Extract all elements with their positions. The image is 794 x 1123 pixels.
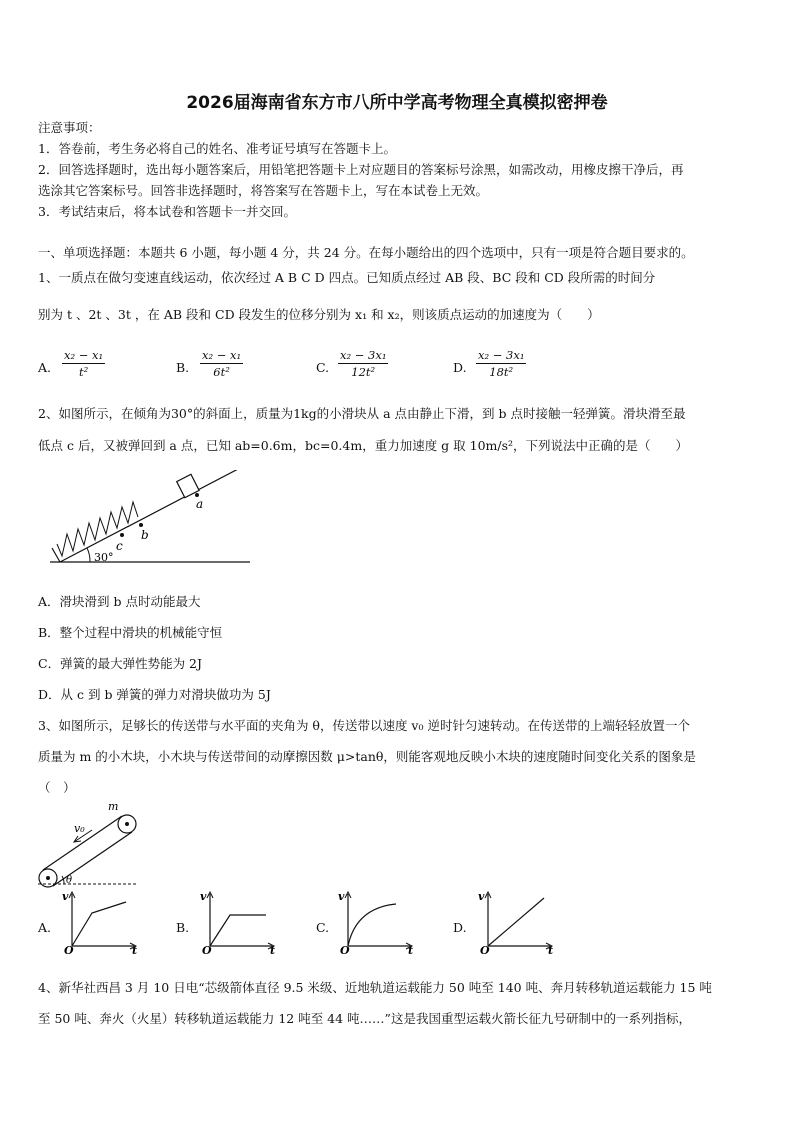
- x-label: t: [548, 944, 554, 954]
- q3-text-line2: 质量为 m 的小木块，小木块与传送带间的动摩擦因数 μ>tanθ，则能客观地反映小木块的速度随时间变化关系的图象是: [38, 749, 696, 764]
- q3-text-line3: （ ）: [38, 780, 76, 795]
- angle-arc: [87, 548, 90, 562]
- notice-item-3: 3．考试结束后，将本试卷和答题卡一并交回。: [38, 204, 296, 219]
- q2-incline-figure: [40, 470, 270, 570]
- q1-text-line2: 别为 t 、2t 、3t ，在 AB 段和 CD 段发生的位移分别为 x₁ 和 x₂，则该质点运动的加速度为（ ）: [38, 307, 600, 322]
- q3-option-b-label[interactable]: B.: [176, 920, 190, 935]
- q3-option-a-graph: [62, 888, 142, 954]
- q4-text-line1: 4、新华社西昌 3 月 10 日电“芯级箭体直径 9.5 米级、近地轨道运载能力 50 吨至 140 吨、奔月转移轨道运载能力 15 吨: [38, 980, 712, 995]
- q2-text-line1: 2、如图所示，在倾角为30°的斜面上，质量为1kg的小滑块从 a 点由静止下滑，到 b 点时接触一轻弹簧。滑块滑至最: [38, 406, 686, 421]
- q2-option-a[interactable]: A．滑块滑到 b 点时动能最大: [38, 594, 201, 609]
- x-label: t: [270, 944, 276, 954]
- v0-label: v₀: [74, 822, 85, 835]
- q1-option-c-den: 12t²: [351, 365, 376, 379]
- curve: [488, 898, 544, 946]
- q1-option-c-fraction: [338, 348, 388, 379]
- q4-text-line2: 至 50 吨、奔火（火星）转移轨道运载能力 12 吨至 44 吨……”这是我国重型运载火箭长征九号研制中的一系列指标，: [38, 1011, 691, 1026]
- q1-option-c-label[interactable]: C.: [316, 360, 330, 375]
- q2-text-line2: 低点 c 后，又被弹回到 a 点，已知 ab=0.6m，bc=0.4m，重力加速度 g 取 10m/s²，下列说法中正确的是（ ）: [38, 438, 689, 453]
- section-heading: 一、单项选择题：本题共 6 小题，每小题 4 分，共 24 分。在每小题给出的四个选项中，只有一项是符合题目要求的。: [38, 245, 694, 260]
- notice-item-2: 2．回答选择题时，选出每小题答案后，用铅笔把答题卡上对应题目的答案标号涂黑，如需改动，用橡皮擦干净后，再: [38, 162, 684, 177]
- label-c: c: [116, 539, 123, 553]
- page-title: 2026届海南省东方市八所中学高考物理全真模拟密押卷: [186, 93, 608, 113]
- v0-arrowhead: [74, 836, 81, 842]
- y-label: v: [478, 890, 485, 903]
- x-label: t: [408, 944, 414, 954]
- spring-wall: [52, 548, 60, 562]
- origin-label: O: [340, 944, 350, 954]
- label-b: b: [141, 528, 149, 542]
- q3-option-b-graph: [200, 888, 280, 954]
- belt-bottom: [53, 832, 132, 886]
- origin-label: O: [64, 944, 74, 954]
- q3-option-c-graph: [338, 888, 418, 954]
- q2-option-b[interactable]: B．整个过程中滑块的机械能守恒: [38, 625, 223, 640]
- q1-option-a-den: t²: [78, 365, 89, 379]
- m-label: m: [108, 800, 119, 813]
- q1-option-a-label[interactable]: A.: [38, 360, 52, 375]
- lower-pulley-axle: [46, 876, 50, 880]
- q3-conveyor-figure: [34, 800, 144, 890]
- point-b: [139, 523, 143, 527]
- notice-item-2-cont: 选涂其它答案标号。回答非选择题时，将答案写在答题卡上，写在本试卷上无效。: [38, 183, 489, 198]
- q1-option-b-num: x₂ − x₁: [202, 348, 242, 362]
- angle-label: 30°: [94, 551, 114, 564]
- q3-option-d-graph: [478, 888, 558, 954]
- q3-option-c-label[interactable]: C.: [316, 920, 330, 935]
- q1-text-line1: 1、一质点在做匀变速直线运动，依次经过 A B C D 四点。已知质点经过 AB 段、BC 段和 CD 段所需的时间分: [38, 270, 656, 285]
- y-label: v: [62, 890, 69, 903]
- q3-option-a-label[interactable]: A.: [38, 920, 52, 935]
- label-a: a: [196, 497, 204, 511]
- x-label: t: [132, 944, 138, 954]
- origin-label: O: [480, 944, 490, 954]
- curve: [210, 915, 266, 946]
- q1-option-d-label[interactable]: D.: [453, 360, 467, 375]
- notice-item-1: 1．答卷前，考生务必将自己的姓名、准考证号填写在答题卡上。: [38, 141, 396, 156]
- q1-option-b-fraction: [200, 348, 243, 379]
- curve: [72, 902, 126, 946]
- curve: [348, 904, 396, 946]
- q1-option-a-num: x₂ − x₁: [64, 348, 104, 362]
- origin-label: O: [202, 944, 212, 954]
- q2-option-d[interactable]: D．从 c 到 b 弹簧的弹力对滑块做功为 5J: [38, 687, 271, 702]
- q3-option-d-label[interactable]: D.: [453, 920, 467, 935]
- q1-option-c-num: x₂ − 3x₁: [340, 348, 387, 362]
- spring: [57, 502, 138, 556]
- y-label: v: [200, 890, 207, 903]
- q2-option-c[interactable]: C．弹簧的最大弹性势能为 2J: [38, 656, 203, 671]
- y-label: v: [338, 890, 345, 903]
- q1-option-d-den: 18t²: [489, 365, 514, 379]
- q3-text-line1: 3、如图所示，足够长的传送带与水平面的夹角为 θ，传送带以速度 v₀ 逆时针匀速转动。在传送带的上端轻轻放置一个: [38, 718, 690, 733]
- notice-heading: 注意事项：: [38, 120, 101, 135]
- q1-option-b-den: 6t²: [213, 365, 230, 379]
- theta-label: θ: [66, 875, 73, 886]
- q1-option-a-fraction: [62, 348, 105, 379]
- upper-pulley-axle: [125, 822, 129, 826]
- q1-option-d-num: x₂ − 3x₁: [478, 348, 525, 362]
- point-c: [120, 533, 124, 537]
- q1-option-b-label[interactable]: B.: [176, 360, 190, 375]
- q1-option-d-fraction: [476, 348, 526, 379]
